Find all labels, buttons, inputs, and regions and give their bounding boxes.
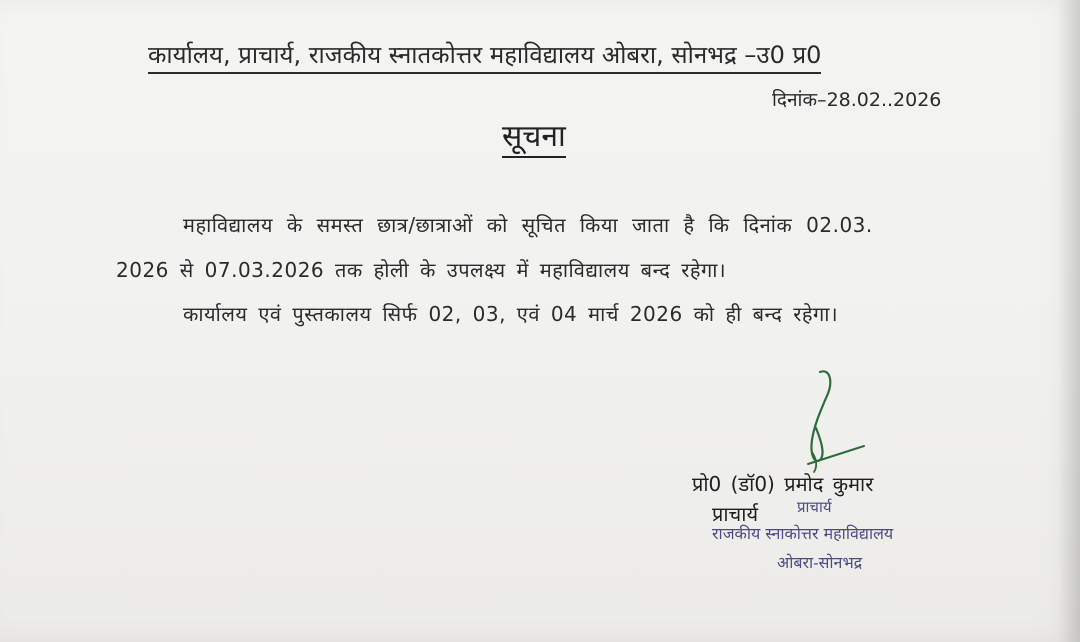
office-header: कार्यालय, प्राचार्य, राजकीय स्नातकोत्तर महाविद्यालय ओबरा, सोनभद्र –उ0 प्र0 <box>148 40 821 74</box>
handwritten-signature <box>790 368 880 478</box>
paragraph-1-line-2: 2026 से 07.03.2026 तक होली के उपलक्ष्य में महाविद्यालय बन्द रहेगा। <box>116 258 727 282</box>
signatory-name: प्रो0 (डॉ0) प्रमोद कुमार <box>692 472 874 496</box>
signatory-designation: प्राचार्य <box>712 502 759 526</box>
stamp-line-designation: प्राचार्य <box>797 498 832 516</box>
paper-edge-shadow <box>1058 0 1080 642</box>
notice-date: दिनांक–28.02..2026 <box>772 89 942 111</box>
paragraph-2: कार्यालय एवं पुस्तकालय सिर्फ 02, 03, एवं 04 मार्च 2026 को ही बन्द रहेगा। <box>183 302 839 326</box>
stamp-line-college: राजकीय स्नाकोत्तर महाविद्यालय <box>712 524 894 543</box>
paragraph-1-line-1: महाविद्यालय के समस्त छात्र/छात्राओं को सूचित किया जाता है कि दिनांक 02.03. <box>183 213 873 237</box>
notice-title: सूचना <box>502 118 566 158</box>
stamp-line-location: ओबरा-सोनभद्र <box>777 553 863 572</box>
